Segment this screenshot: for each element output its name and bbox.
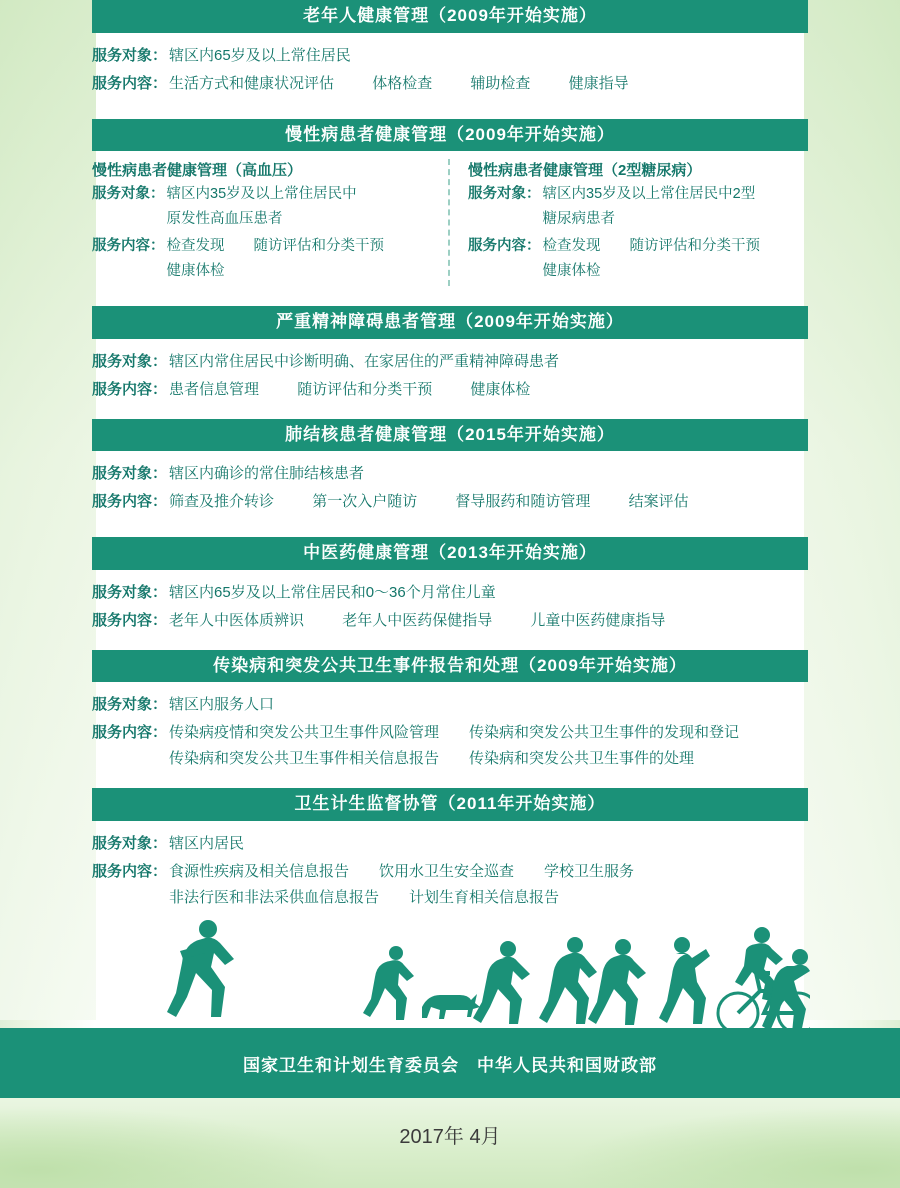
info-row	[92, 608, 808, 634]
value-segment: 辖区内65岁及以上常住居民	[169, 46, 351, 64]
info-row	[92, 377, 808, 403]
spacer	[0, 405, 900, 419]
value-line: 检查发现 随访评估和分类干预	[542, 238, 760, 255]
value-segment: 筛查及推介转诊	[169, 493, 275, 511]
row-label: 服务内容 ：	[92, 720, 167, 746]
column-heading: 慢性病患者健康管理（高血压）	[92, 162, 303, 180]
value-line: 糖尿病患者	[542, 211, 615, 228]
spacer	[0, 286, 900, 306]
row-value	[169, 859, 634, 911]
row-label: 服务内容 ：	[92, 71, 167, 97]
info-row	[92, 349, 808, 375]
column-hypertension	[92, 159, 450, 286]
info-row	[92, 859, 808, 911]
value-segment: 辖区内服务人口	[169, 696, 275, 714]
row-value	[169, 349, 559, 375]
info-row	[92, 182, 430, 232]
value-segment: 结案评估	[628, 493, 689, 511]
value-segment: 随访评估和分类干预	[297, 380, 433, 398]
row-value	[169, 71, 629, 97]
spacer	[0, 99, 900, 119]
section-severe-mental-illness	[92, 306, 808, 403]
row-label: 服务对象 ：	[92, 580, 167, 606]
row-label: 服务对象 ：	[92, 349, 167, 375]
row-value	[169, 580, 496, 606]
info-row	[92, 831, 808, 857]
value-segment: 辅助检查	[470, 74, 531, 92]
section-title: 肺结核患者健康管理（2015年开始实施）	[92, 419, 808, 452]
section-body	[92, 821, 808, 911]
row-value	[169, 720, 739, 772]
value-segment: 儿童中医药健康指导	[530, 611, 666, 629]
section-body	[92, 451, 808, 515]
value-segment: 辖区内常住居民中诊断明确、在家居住的严重精神障碍患者	[169, 352, 560, 370]
footer-date-band	[0, 1098, 900, 1188]
value-line: 原发性高血压患者	[166, 211, 283, 228]
row-value	[543, 234, 761, 284]
value-segment: 健康指导	[568, 74, 629, 92]
row-value	[169, 43, 351, 69]
info-row	[92, 692, 808, 718]
value-segment: 健康体检	[470, 380, 531, 398]
value-line: 传染病疫情和突发公共卫生事件风险管理 传染病和突发公共卫生事件的发现和登记	[169, 724, 740, 742]
section-chronic-disease	[92, 119, 808, 287]
section-title: 传染病和突发公共卫生事件报告和处理（2009年开始实施）	[92, 650, 808, 683]
boy-with-dog-icon	[363, 946, 414, 1020]
row-label: 服务内容 ：	[92, 377, 167, 403]
value-line: 非法行医和非法采供血信息报告 计划生育相关信息报告	[169, 888, 560, 906]
row-label: 服务内容 ：	[92, 489, 167, 515]
info-row	[468, 234, 808, 284]
section-tcm-health	[92, 537, 808, 634]
value-segment: 老年人中医药保健指导	[342, 611, 493, 629]
row-label: 服务对象 ：	[92, 831, 167, 857]
value-segment: 辖区内居民	[169, 834, 245, 852]
row-label: 服务对象 ：	[92, 43, 167, 69]
info-row	[92, 580, 808, 606]
info-row	[92, 43, 808, 69]
footer-organizations: 国家卫生和计划生育委员会 中华人民共和国财政部	[243, 1055, 657, 1075]
row-value	[169, 377, 530, 403]
info-row	[92, 71, 808, 97]
row-label: 服务对象 ：	[468, 182, 541, 207]
footer-organizations-band	[0, 1028, 900, 1098]
value-line: 健康体检	[166, 263, 225, 280]
section-elderly-health	[92, 0, 808, 97]
row-label: 服务对象 ：	[92, 182, 165, 207]
info-row	[92, 234, 430, 284]
value-line: 健康体检	[542, 263, 601, 280]
column-heading: 慢性病患者健康管理（2型糖尿病）	[468, 162, 702, 180]
info-row	[92, 720, 808, 772]
row-label: 服务内容 ：	[92, 608, 167, 634]
spacer	[0, 517, 900, 537]
value-line: 检查发现 随访评估和分类干预	[166, 238, 384, 255]
info-row	[468, 182, 808, 232]
row-value	[167, 182, 357, 232]
row-value	[169, 608, 665, 634]
spacer	[0, 636, 900, 650]
value-segment: 督导服药和随访管理	[455, 493, 591, 511]
info-row	[92, 489, 808, 515]
value-segment: 老年人中医体质辨识	[169, 611, 305, 629]
row-label: 服务内容 ：	[468, 234, 541, 259]
row-label: 服务内容 ：	[92, 234, 165, 259]
section-title: 慢性病患者健康管理（2009年开始实施）	[92, 119, 808, 152]
section-body	[92, 339, 808, 403]
section-body	[92, 33, 808, 97]
value-line: 辖区内35岁及以上常住居民中	[166, 186, 357, 203]
value-segment: 辖区内确诊的常住肺结核患者	[169, 465, 365, 483]
row-value	[167, 234, 385, 284]
section-title: 严重精神障碍患者管理（2009年开始实施）	[92, 306, 808, 339]
spacer	[0, 774, 900, 788]
row-value	[169, 489, 689, 515]
value-segment: 患者信息管理	[169, 380, 260, 398]
row-label: 服务对象 ：	[92, 692, 167, 718]
row-label: 服务对象 ：	[92, 461, 167, 487]
section-title: 老年人健康管理（2009年开始实施）	[92, 0, 808, 33]
value-segment: 体格检查	[372, 74, 433, 92]
info-row	[92, 461, 808, 487]
column-diabetes	[450, 159, 808, 286]
section-body	[92, 570, 808, 634]
value-line: 食源性疾病及相关信息报告 饮用水卫生安全巡查 学校卫生服务	[169, 862, 635, 880]
section-title: 卫生计生监督协管（2011年开始实施）	[92, 788, 808, 821]
section-infectious-disease-reporting	[92, 650, 808, 773]
dog-icon	[422, 994, 480, 1019]
row-value	[543, 182, 756, 232]
row-value	[169, 831, 244, 857]
row-value	[169, 461, 364, 487]
value-line: 辖区内35岁及以上常住居民中2型	[542, 186, 756, 203]
people-activities-silhouette	[0, 917, 900, 1035]
row-label: 服务内容 ：	[92, 859, 167, 885]
value-segment: 辖区内65岁及以上常住居民和0～36个月常住儿童	[169, 583, 496, 601]
value-line: 传染病和突发公共卫生事件相关信息报告 传染病和突发公共卫生事件的处理	[169, 750, 695, 768]
running-child-icon	[473, 941, 530, 1024]
value-segment: 生活方式和健康状况评估	[169, 74, 335, 92]
child-arms-up-icon	[659, 937, 710, 1024]
publication-date: 2017年 4月	[399, 1126, 501, 1148]
value-segment: 第一次入户随访	[312, 493, 418, 511]
section-tuberculosis	[92, 419, 808, 516]
two-column-body	[92, 151, 808, 286]
running-woman-icon	[167, 920, 234, 1017]
section-title: 中医药健康管理（2013年开始实施）	[92, 537, 808, 570]
row-value	[169, 692, 274, 718]
jumping-children-icon	[539, 937, 646, 1025]
section-health-supervision	[92, 788, 808, 911]
section-body	[92, 682, 808, 772]
